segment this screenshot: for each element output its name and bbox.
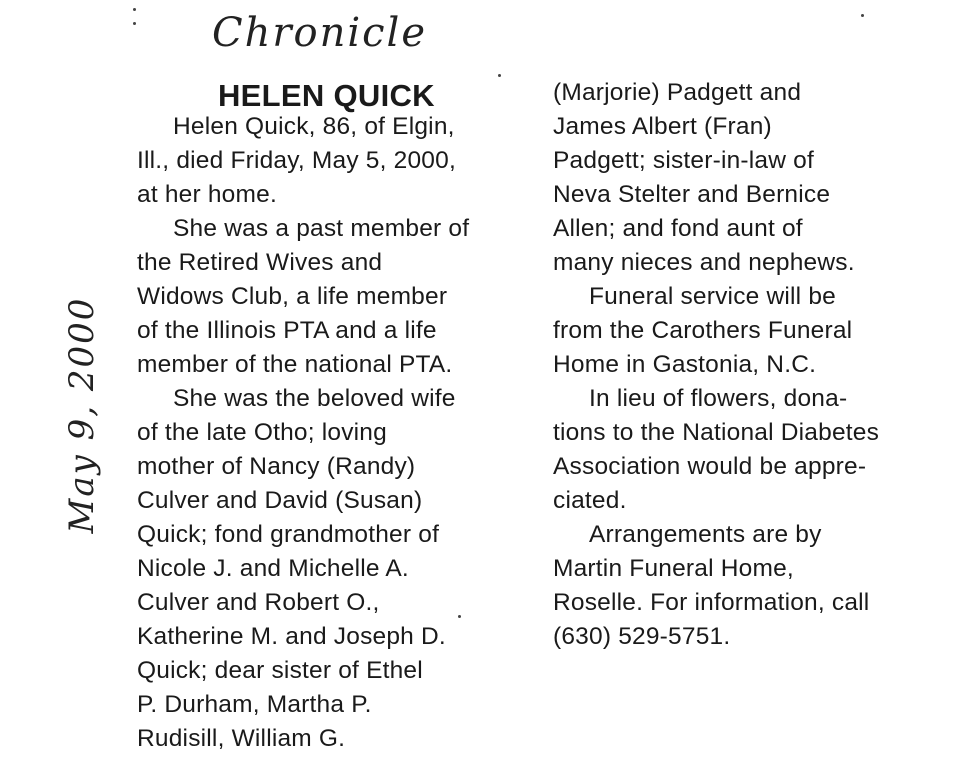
- text-line: P. Durham, Martha P.: [137, 691, 372, 718]
- text-line: at her home.: [137, 181, 277, 208]
- scan-speck: [458, 615, 461, 618]
- scan-speck: [861, 14, 864, 17]
- text-line: Association would be appre-: [553, 453, 867, 480]
- text-line: Martin Funeral Home,: [553, 555, 794, 582]
- text-line: In lieu of flowers, dona-: [589, 385, 848, 412]
- text-line: Quick; fond grandmother of: [137, 521, 440, 548]
- handwritten-source-note: Chronicle: [212, 10, 427, 56]
- text-line: Ill., died Friday, May 5, 2000,: [137, 147, 456, 174]
- text-line: Widows Club, a life member: [137, 283, 448, 310]
- text-line: James Albert (Fran): [553, 113, 772, 140]
- text-line: tions to the National Diabetes: [553, 419, 880, 446]
- text-line: ciated.: [553, 487, 627, 514]
- left-text-column: [137, 110, 469, 756]
- text-line: Home in Gastonia, N.C.: [553, 351, 817, 378]
- text-line: Culver and David (Susan): [137, 487, 423, 514]
- text-line: Quick; dear sister of Ethel: [137, 657, 423, 684]
- handwritten-date-note: May 9, 2000: [62, 296, 102, 534]
- obituary-title: HELEN QUICK: [218, 78, 435, 113]
- text-line: mother of Nancy (Randy): [137, 453, 416, 480]
- text-line: Katherine M. and Joseph D.: [137, 623, 446, 650]
- right-text-column: [553, 76, 879, 654]
- text-line: Roselle. For information, call: [553, 589, 870, 616]
- text-line: Helen Quick, 86, of Elgin,: [173, 113, 455, 140]
- text-line: from the Carothers Funeral: [553, 317, 853, 344]
- text-line: the Retired Wives and: [137, 249, 383, 276]
- text-line: (630) 529-5751.: [553, 623, 731, 650]
- text-line: (Marjorie) Padgett and: [553, 79, 802, 106]
- text-line: Culver and Robert O.,: [137, 589, 380, 616]
- text-line: Funeral service will be: [589, 283, 836, 310]
- text-line: Padgett; sister-in-law of: [553, 147, 814, 174]
- text-line: She was a past member of: [173, 215, 470, 242]
- text-line: many nieces and nephews.: [553, 249, 855, 276]
- text-line: of the Illinois PTA and a life: [137, 317, 437, 344]
- text-line: She was the beloved wife: [173, 385, 456, 412]
- text-line: Allen; and fond aunt of: [553, 215, 803, 242]
- text-line: member of the national PTA.: [137, 351, 453, 378]
- scan-speck: [133, 8, 136, 11]
- text-line: of the late Otho; loving: [137, 419, 387, 446]
- text-line: Rudisill, William G.: [137, 725, 346, 752]
- text-line: Nicole J. and Michelle A.: [137, 555, 409, 582]
- text-line: Neva Stelter and Bernice: [553, 181, 831, 208]
- scan-speck: [133, 22, 136, 25]
- text-line: Arrangements are by: [589, 521, 822, 548]
- scan-speck: [498, 74, 501, 77]
